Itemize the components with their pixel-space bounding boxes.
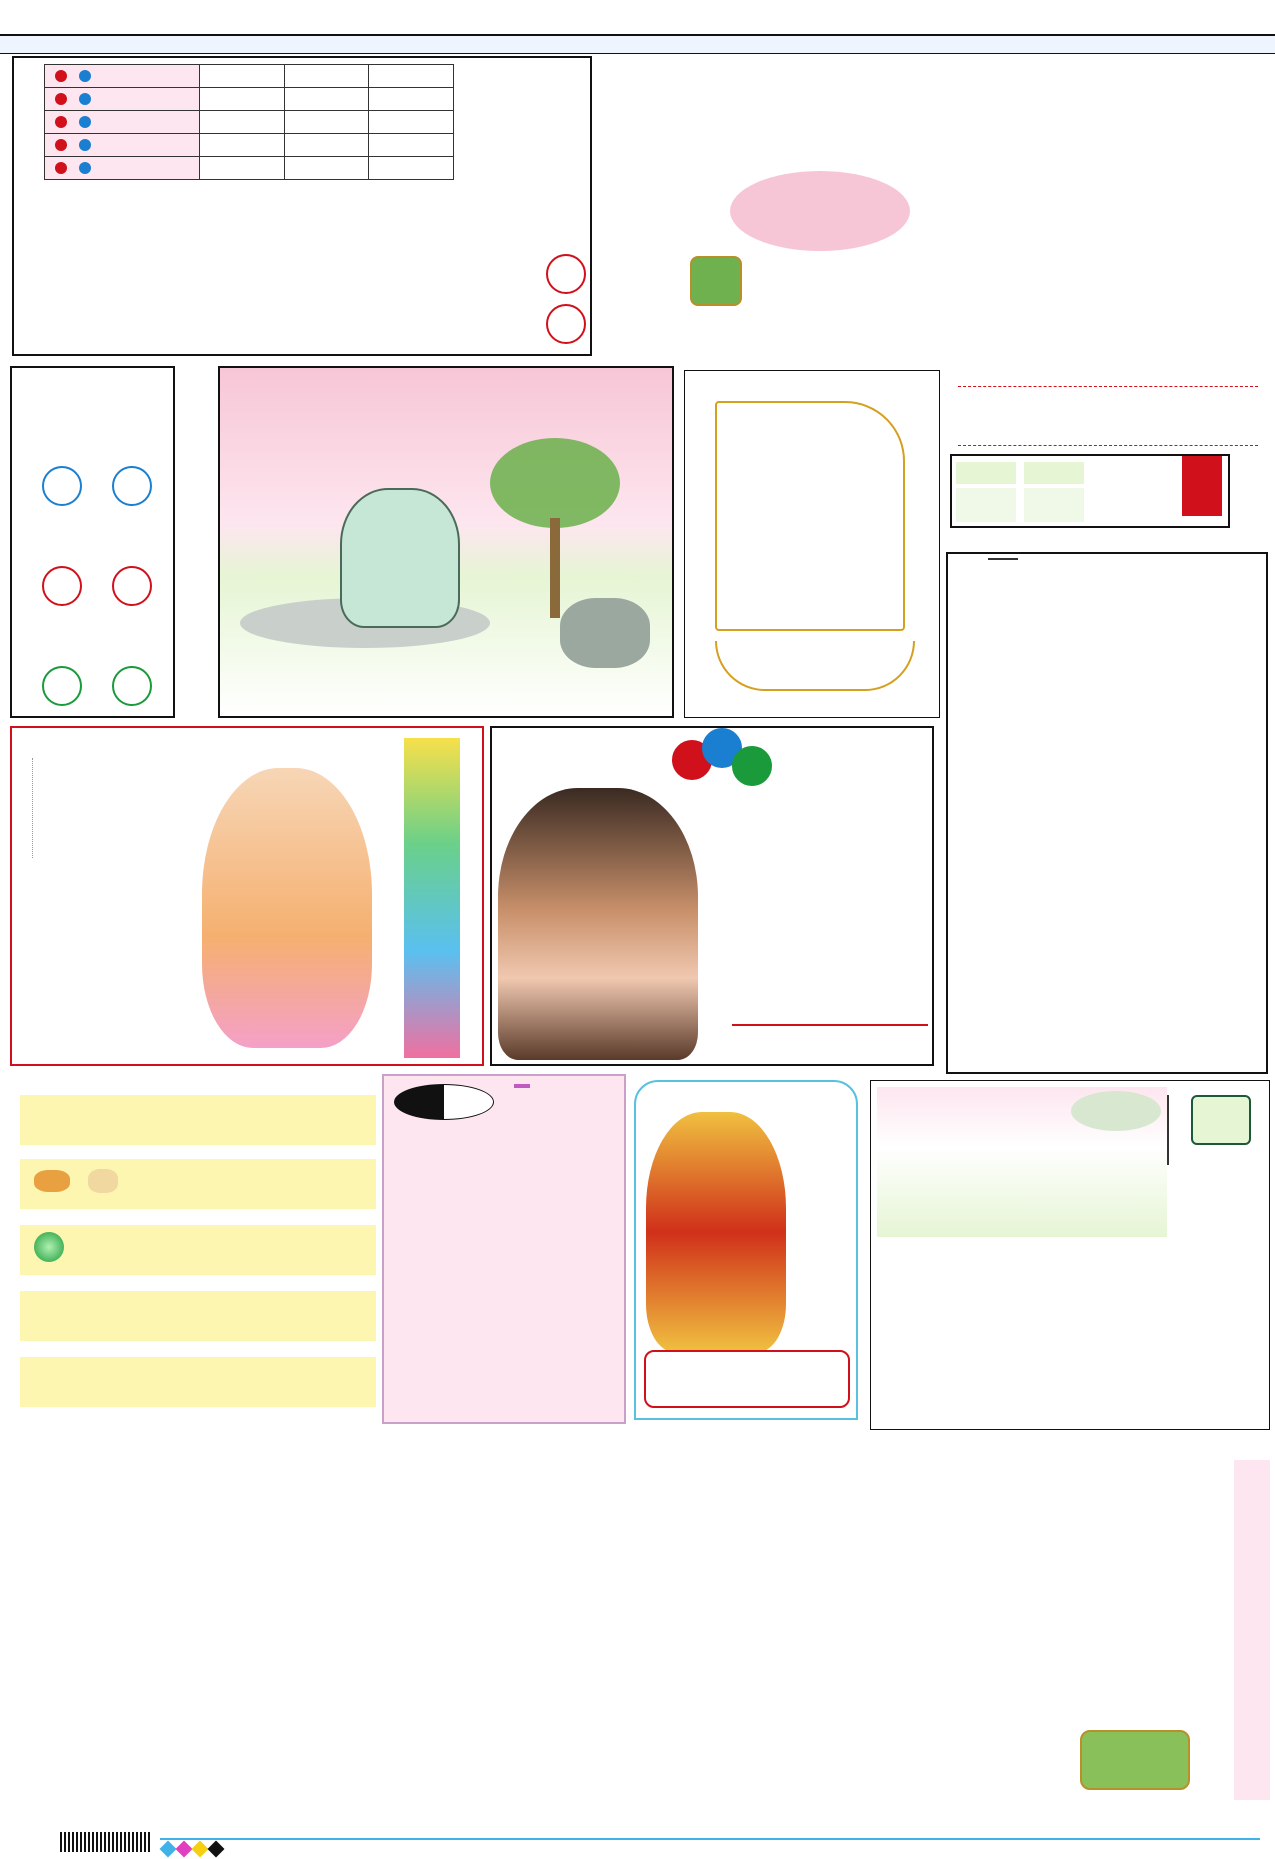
doctor-note — [732, 1024, 928, 1026]
green-wave-number-2 — [112, 666, 152, 706]
red-ball-icon — [55, 116, 67, 128]
goddess-text — [42, 878, 192, 1058]
gate-label — [45, 88, 200, 111]
gate-cell — [200, 134, 285, 157]
woman-photo — [498, 788, 698, 1060]
money-stack-icon — [1080, 1730, 1190, 1790]
rocks — [560, 598, 650, 668]
goddess-column-title — [404, 738, 460, 1058]
gate-label — [45, 65, 200, 88]
bet-time-notes — [958, 386, 1258, 446]
this-period-value-2 — [1024, 488, 1084, 522]
bet-time-panel — [950, 454, 1230, 528]
top-banner — [0, 0, 1275, 34]
boat-hull — [715, 641, 915, 691]
wealth-note-box — [644, 1350, 850, 1408]
cold-number-1 — [546, 254, 586, 294]
hexagram-lines — [32, 758, 192, 858]
sail-box — [684, 370, 940, 718]
red-ball-icon — [55, 139, 67, 151]
gate-label — [45, 134, 200, 157]
gate-cell — [200, 88, 285, 111]
hand-pointer-icon — [1191, 1095, 1251, 1145]
gate-label — [45, 111, 200, 134]
last-period-tag — [1167, 1095, 1169, 1165]
red-wave-number-1 — [42, 566, 82, 606]
blue-ball-icon — [79, 70, 91, 82]
gate-cell — [200, 157, 285, 180]
red-ball-icon — [55, 162, 67, 174]
gate-cell — [369, 157, 454, 180]
doctor-section — [490, 726, 934, 1066]
blue-wave-number-1 — [42, 466, 82, 506]
verse-title — [514, 1084, 530, 1088]
gate-cell — [369, 88, 454, 111]
lucky-color — [20, 1225, 376, 1275]
lucky-range — [20, 1291, 376, 1341]
red-wave-number-2 — [112, 566, 152, 606]
bet-time-box — [950, 366, 1268, 528]
gate-cell — [200, 111, 285, 134]
results-section — [4, 1452, 856, 1827]
gate-cell — [369, 134, 454, 157]
red-ball-icon — [55, 93, 67, 105]
tree-trunk — [550, 518, 560, 618]
date-bar — [0, 34, 1275, 54]
sums-section — [862, 1452, 1234, 1752]
result-number-header — [246, 1458, 851, 1474]
gate-cell — [284, 111, 369, 134]
blue-ball-icon — [79, 116, 91, 128]
masthead — [600, 56, 1270, 356]
sage-figure — [340, 488, 460, 628]
color-wave-box — [10, 366, 175, 718]
gate-cell — [369, 65, 454, 88]
stats-header — [246, 1720, 851, 1736]
gate-cell — [284, 157, 369, 180]
gate-row — [45, 157, 454, 180]
green-ball-icon — [34, 1232, 64, 1262]
trend-title — [988, 558, 1018, 560]
sail-text — [765, 471, 845, 621]
red-ball-icon — [55, 70, 67, 82]
gate-row — [45, 111, 454, 134]
bet-side-label — [1182, 456, 1222, 516]
tree — [490, 438, 620, 528]
lucky-strips — [20, 1095, 376, 1415]
wealth-god-section — [634, 1080, 858, 1420]
blue-ball-icon — [79, 162, 91, 174]
gate-cell — [284, 88, 369, 111]
notice-text — [456, 64, 546, 354]
tree-icon — [1071, 1091, 1161, 1131]
gate-cell — [369, 111, 454, 134]
even-badge — [732, 746, 772, 786]
lucky-zodiac — [20, 1159, 376, 1209]
pink-cloud — [730, 171, 910, 251]
goddess-section — [10, 726, 484, 1066]
gate-cell — [200, 65, 285, 88]
gate-table — [44, 64, 454, 180]
gate-label — [45, 157, 200, 180]
gate-cell — [284, 65, 369, 88]
gate-row — [45, 88, 454, 111]
side-slogan — [1234, 1460, 1270, 1800]
sage-illustration — [218, 366, 674, 718]
trend-table — [946, 552, 1268, 1074]
goddess-figure — [202, 768, 372, 1048]
blue-ball-icon — [79, 93, 91, 105]
green-wave-number-1 — [42, 666, 82, 706]
dog-icon — [88, 1169, 118, 1193]
lucky-poem — [20, 1357, 376, 1407]
this-period-label-2 — [1024, 462, 1084, 484]
tiger-icon — [34, 1170, 70, 1192]
blue-ball-icon — [79, 139, 91, 151]
wealth-god-figure — [646, 1112, 786, 1352]
gate-analysis-text — [54, 188, 454, 353]
this-period-value-1 — [956, 488, 1016, 522]
gate-cell — [284, 134, 369, 157]
lucky-number — [20, 1095, 376, 1145]
last-period-text — [1171, 1177, 1261, 1427]
blue-wave-number-2 — [112, 466, 152, 506]
this-period-label-1 — [956, 462, 1016, 484]
cold-number-2 — [546, 304, 586, 344]
barcode — [60, 1832, 150, 1852]
money-hand-icon — [690, 256, 742, 306]
verse-section — [382, 1074, 626, 1424]
gate-row — [45, 134, 454, 157]
cold-number-title — [550, 102, 590, 242]
footer-color-stripe — [160, 1838, 1260, 1852]
gate-row — [45, 65, 454, 88]
last-period-picture — [870, 1080, 1270, 1430]
yinyang-icon — [394, 1084, 494, 1120]
gate-section — [12, 56, 592, 356]
